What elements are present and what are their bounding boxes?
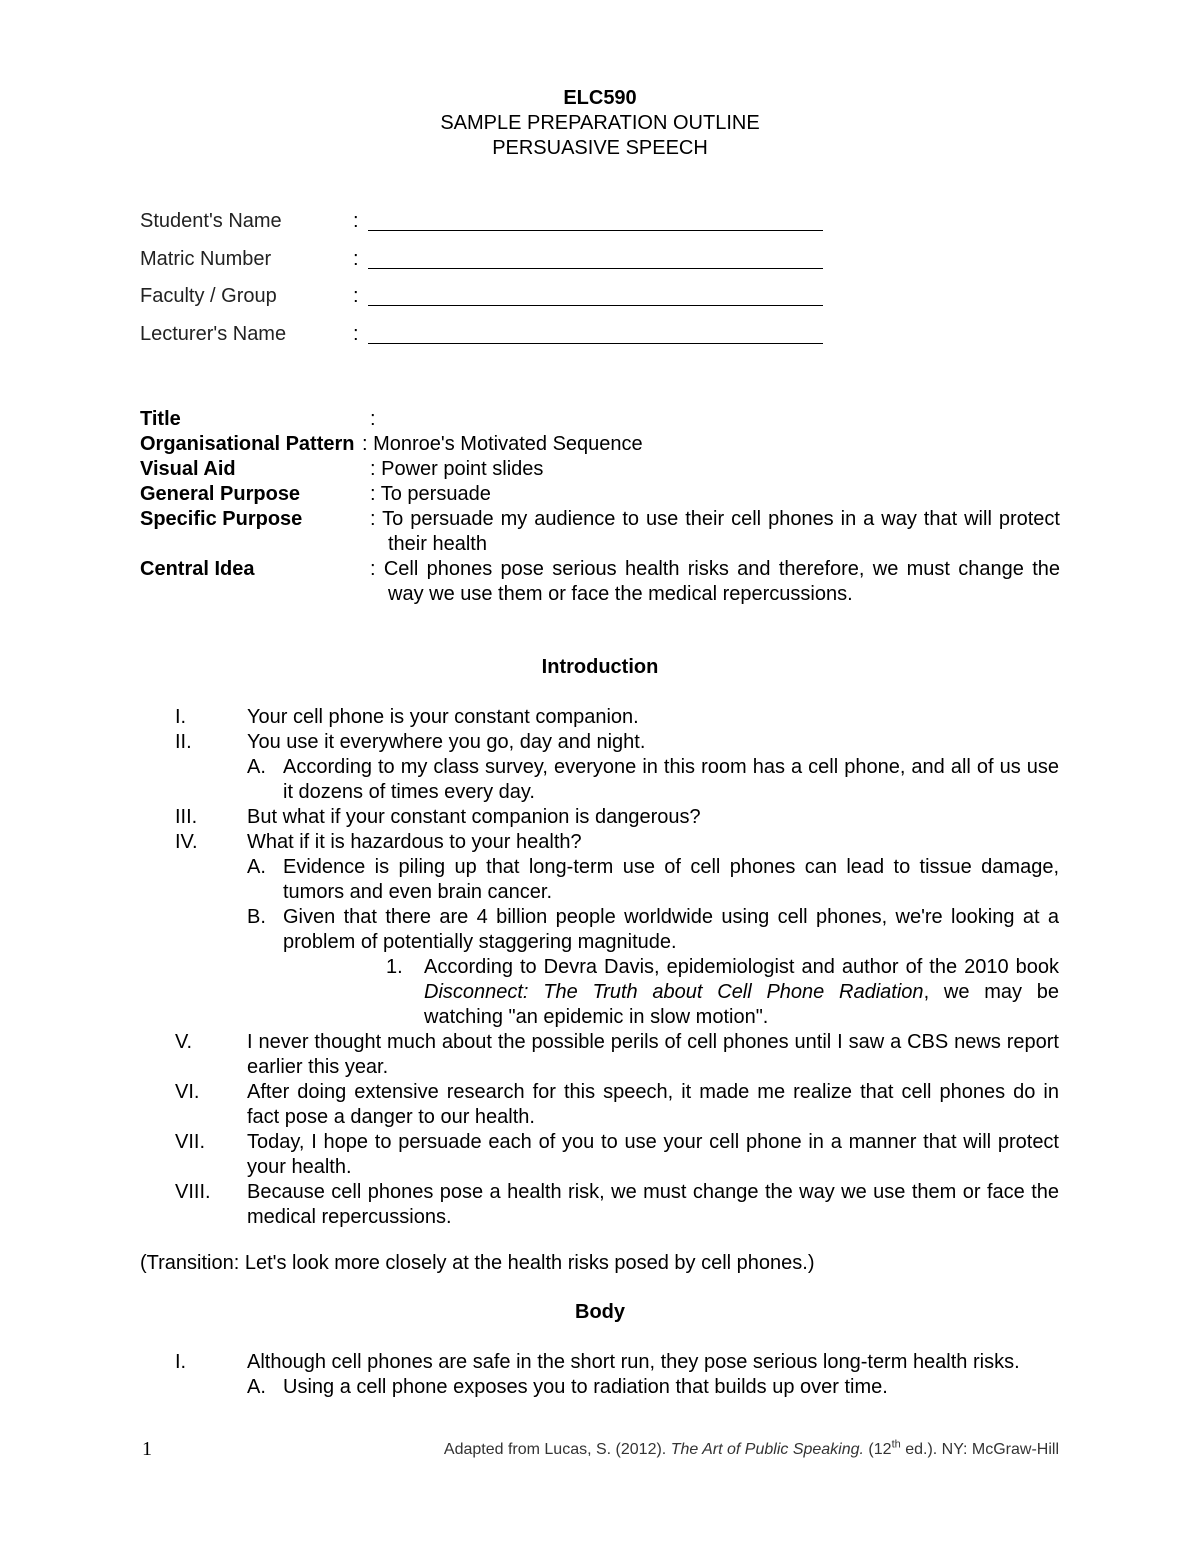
field-blank-line bbox=[368, 268, 823, 269]
list-item bbox=[0, 955, 1059, 1030]
item-text: After doing extensive research for this speech, it made me realize that cell phones do in fact pose a danger to our health. bbox=[247, 1081, 1059, 1128]
item-number: V. bbox=[175, 1031, 193, 1053]
citation-book-title: The Art of Public Speaking. bbox=[670, 1441, 864, 1458]
field-colon: : bbox=[353, 285, 359, 307]
item-number: A. bbox=[247, 1376, 266, 1398]
student-name-field bbox=[140, 209, 840, 247]
course-code: ELC590 bbox=[563, 87, 637, 109]
list-item bbox=[0, 905, 1059, 955]
item-number: VI. bbox=[175, 1081, 200, 1103]
field-blank-line bbox=[368, 305, 823, 306]
item-text: You use it everywhere you go, day and night. bbox=[247, 731, 646, 753]
item-text: Evidence is piling up that long-term use of cell phones can lead to tissue damage, tumors and even brain cancer. bbox=[283, 856, 1059, 903]
list-item bbox=[0, 830, 1059, 855]
meta-value: : To persuade bbox=[370, 483, 491, 505]
list-item bbox=[0, 1130, 1059, 1180]
list-item bbox=[0, 1030, 1059, 1080]
item-text: Using a cell phone exposes you to radiation that builds up over time. bbox=[283, 1376, 888, 1398]
list-item bbox=[0, 730, 1059, 755]
page-footer bbox=[0, 1437, 1200, 1467]
item-number: I. bbox=[175, 1351, 187, 1373]
meta-label: Specific Purpose bbox=[140, 508, 303, 530]
source-citation bbox=[444, 1437, 1059, 1462]
general-purpose-row bbox=[140, 482, 1060, 507]
transition-text: (Transition: Let's look more closely at the health risks posed by cell phones.) bbox=[140, 1252, 815, 1274]
citation-text: Adapted from Lucas, S. (2012). bbox=[443, 1441, 671, 1458]
meta-label: Visual Aid bbox=[140, 458, 236, 480]
field-blank-line bbox=[368, 343, 823, 344]
meta-label: Title bbox=[140, 408, 181, 430]
book-title: Disconnect: The Truth about Cell Phone Radiation bbox=[424, 981, 924, 1003]
speech-details bbox=[140, 407, 1060, 607]
item-number: B. bbox=[247, 906, 266, 928]
student-info-fields bbox=[140, 209, 840, 359]
item-number: II. bbox=[175, 731, 192, 753]
item-text: But what if your constant companion is dangerous? bbox=[247, 806, 701, 828]
meta-label: General Purpose bbox=[140, 483, 301, 505]
item-text: I never thought much about the possible perils of cell phones until I saw a CBS news report earlier this year. bbox=[247, 1031, 1059, 1078]
field-label: Student's Name bbox=[140, 210, 282, 232]
document-header bbox=[0, 86, 1200, 161]
field-blank-line bbox=[368, 230, 823, 231]
item-text: Although cell phones are safe in the short run, they pose serious long-term health risks. bbox=[247, 1351, 1020, 1373]
field-colon: : bbox=[353, 247, 359, 270]
introduction-heading: Introduction bbox=[541, 656, 659, 678]
field-colon: : bbox=[353, 322, 359, 345]
item-number: IV. bbox=[175, 831, 198, 853]
item-number: A. bbox=[247, 756, 266, 778]
list-item bbox=[0, 1180, 1059, 1230]
meta-value: : bbox=[370, 408, 376, 430]
list-item bbox=[0, 1080, 1059, 1130]
title-row bbox=[140, 407, 1060, 432]
item-text: Today, I hope to persuade each of you to use your cell phone in a manner that will protect your health. bbox=[247, 1131, 1059, 1178]
citation-text: (12 bbox=[863, 1441, 892, 1458]
list-item bbox=[0, 855, 1059, 905]
item-text: Because cell phones pose a health risk, we must change the way we use them or face the medical repercussions. bbox=[247, 1181, 1059, 1228]
body-outline bbox=[0, 1350, 1200, 1400]
list-item bbox=[0, 1350, 1059, 1375]
field-label: Matric Number bbox=[140, 247, 272, 270]
meta-label: Organisational Pattern bbox=[140, 433, 355, 455]
matric-number-field bbox=[140, 247, 840, 285]
item-number: VII. bbox=[175, 1131, 206, 1153]
page-number: 1 bbox=[142, 1438, 152, 1460]
item-text: What if it is hazardous to your health? bbox=[247, 831, 582, 853]
lecturer-name-field bbox=[140, 322, 840, 360]
introduction-outline bbox=[0, 705, 1200, 1230]
faculty-group-field bbox=[140, 284, 840, 322]
body-heading: Body bbox=[575, 1301, 625, 1323]
field-label: Lecturer's Name bbox=[140, 322, 287, 345]
item-text: , we may be watching "an epidemic in slow motion". bbox=[424, 981, 1059, 1028]
citation-superscript: th bbox=[891, 1438, 901, 1451]
item-number: III. bbox=[175, 806, 198, 828]
item-number: I. bbox=[175, 706, 187, 728]
item-text: Given that there are 4 billion people worldwide using cell phones, we're looking at a problem of potentially staggering magnitude. bbox=[283, 906, 1059, 953]
item-number: VIII. bbox=[175, 1181, 211, 1203]
meta-value: : To persuade my audience to use their cell phones in a way that will protect their health bbox=[370, 508, 1060, 555]
list-item bbox=[0, 755, 1059, 805]
pattern-row bbox=[140, 432, 1060, 457]
list-item bbox=[0, 805, 1059, 830]
meta-label: Central Idea bbox=[140, 558, 255, 580]
field-colon: : bbox=[353, 210, 359, 232]
meta-value: : Power point slides bbox=[370, 458, 544, 480]
citation-text: ed.). NY: McGraw-Hill bbox=[900, 1441, 1059, 1458]
outline-type: SAMPLE PREPARATION OUTLINE bbox=[440, 112, 760, 134]
speech-type: PERSUASIVE SPEECH bbox=[492, 137, 708, 159]
meta-value: : Monroe's Motivated Sequence bbox=[362, 433, 643, 455]
item-text: According to my class survey, everyone in this room has a cell phone, and all of us use it dozens of times every day. bbox=[283, 756, 1059, 803]
list-item bbox=[0, 705, 1059, 730]
list-item bbox=[0, 1375, 1059, 1400]
item-number: A. bbox=[247, 856, 266, 878]
specific-purpose-row bbox=[140, 507, 1060, 557]
item-text: Your cell phone is your constant companion. bbox=[247, 706, 639, 728]
central-idea-row bbox=[140, 557, 1060, 607]
field-label: Faculty / Group bbox=[140, 285, 277, 307]
visual-aid-row bbox=[140, 457, 1060, 482]
meta-value: : Cell phones pose serious health risks and therefore, we must change the way we use them or face the medical repercussions. bbox=[370, 558, 1060, 605]
item-number: 1. bbox=[386, 956, 403, 978]
item-text: According to Devra Davis, epidemiologist and author of the 2010 book bbox=[424, 956, 1059, 978]
